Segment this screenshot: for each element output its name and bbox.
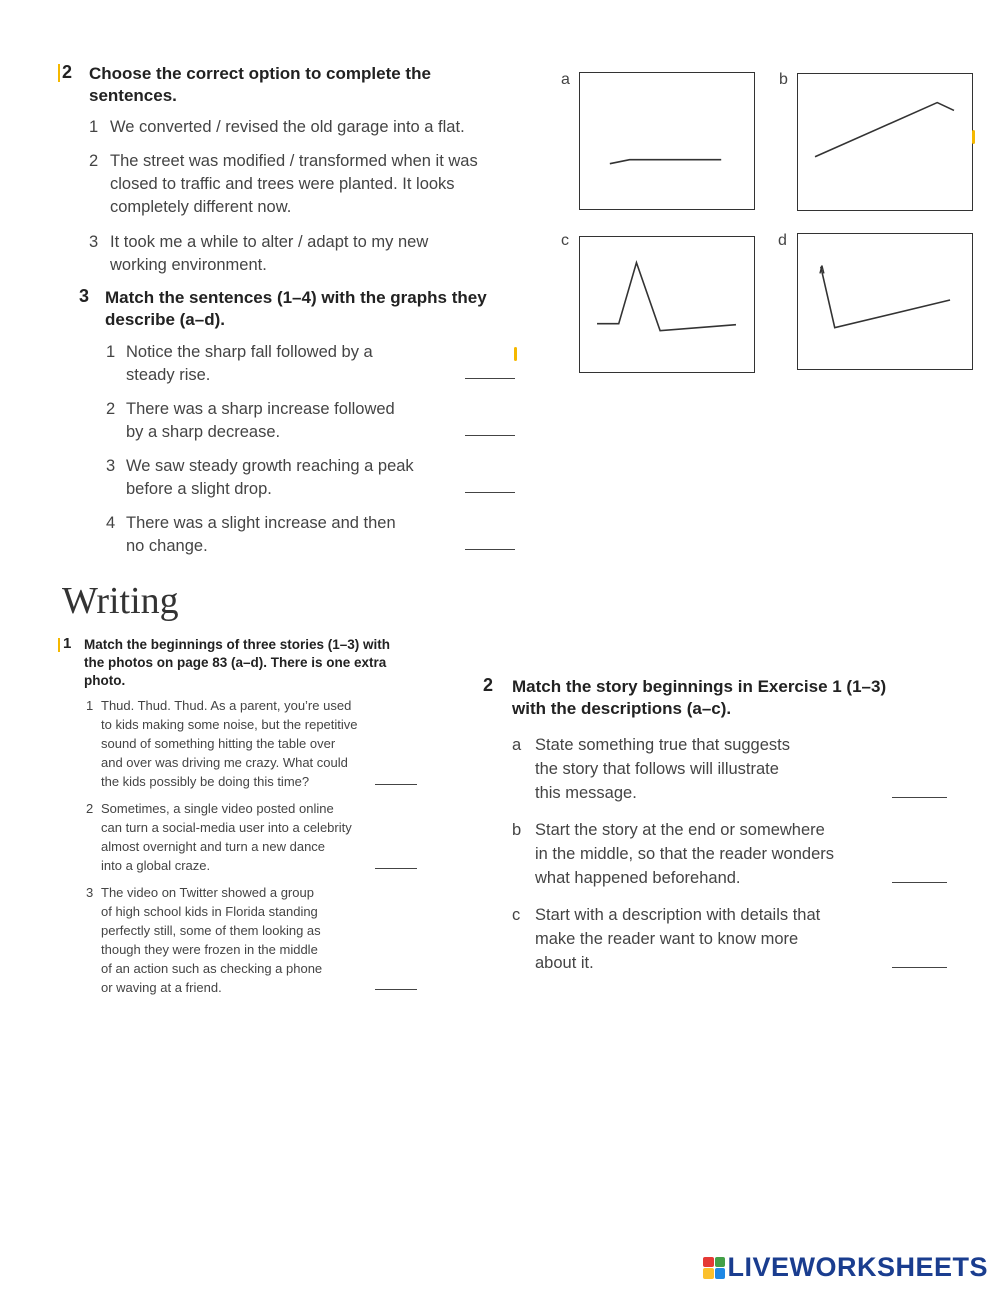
exercise-title (512, 676, 886, 720)
item-line: steady rise. (126, 366, 211, 384)
item-letter: c (512, 906, 521, 924)
item-line: what happened beforehand. (535, 869, 741, 887)
liveworksheets-logo (703, 1252, 988, 1283)
item-number: 3 (106, 457, 116, 475)
answer-blank[interactable] (465, 378, 515, 379)
margin-marker (58, 638, 60, 652)
item-line: about it. (535, 954, 594, 972)
answer-blank[interactable] (465, 549, 515, 550)
item-text (110, 150, 478, 219)
item-number: 1 (86, 698, 94, 713)
item-line: Notice the sharp fall followed by a (126, 343, 373, 361)
item-line: working environment. (110, 256, 267, 274)
exercise-title (84, 636, 390, 690)
item-text (110, 231, 428, 277)
item-line: We saw steady growth reaching a peak (126, 457, 414, 475)
logo-square (703, 1257, 714, 1268)
item-line: almost overnight and turn a new dance (101, 839, 326, 854)
margin-marker (58, 64, 60, 82)
item-line: no change. (126, 537, 208, 555)
item-line: and over was driving me crazy. What could (101, 755, 348, 770)
graph-c-line (580, 237, 754, 372)
item-line: There was a slight increase and then (126, 514, 396, 532)
item-line: perfectly still, some of them looking as (101, 923, 321, 938)
item-line: Sometimes, a single video posted online (101, 801, 334, 816)
item-text (126, 398, 395, 444)
item-number: 2 (89, 152, 99, 170)
item-line: Thud. Thud. Thud. As a parent, you’re used (101, 698, 352, 713)
item-line: though they were frozen in the middle (101, 942, 318, 957)
exercise-title (105, 287, 487, 331)
item-number: 1 (106, 343, 116, 361)
item-number: 3 (86, 885, 94, 900)
graph-d-line (798, 234, 972, 369)
item-line: by a sharp decrease. (126, 423, 281, 441)
item-letter: a (512, 736, 522, 754)
logo-square (703, 1268, 714, 1279)
item-line: before a slight drop. (126, 480, 272, 498)
exercise-number: 3 (79, 286, 90, 306)
exercise-title-line: describe (a–d). (105, 310, 225, 329)
exercise-title-line: Choose the correct option to complete the (89, 64, 431, 83)
answer-blank[interactable] (375, 784, 417, 785)
item-text (101, 696, 358, 791)
exercise-title-line: with the descriptions (a–c). (512, 699, 732, 718)
item-text (535, 903, 820, 975)
answer-blank[interactable] (375, 868, 417, 869)
item-line: completely different now. (110, 198, 292, 216)
answer-blank[interactable] (465, 492, 515, 493)
item-number: 4 (106, 514, 116, 532)
margin-marker (972, 130, 975, 144)
graph-label-b: b (779, 71, 788, 88)
item-line: sound of something hitting the table over (101, 736, 336, 751)
graph-a-line (580, 73, 754, 209)
graph-label-a: a (561, 71, 570, 88)
item-line: State something true that suggests (535, 736, 790, 754)
item-line: the kids possibly be doing this time? (101, 774, 310, 789)
item-line: into a global craze. (101, 858, 211, 873)
exercise-number: 2 (483, 675, 494, 695)
exercise-title-line: the photos on page 83 (a–d). There is one extra (84, 655, 387, 670)
graph-a (579, 72, 755, 210)
item-text (101, 883, 322, 997)
margin-marker (514, 347, 517, 361)
item-text (101, 799, 352, 875)
exercise-number: 1 (63, 635, 72, 652)
exercise-title (89, 63, 431, 107)
list-item (89, 150, 98, 173)
item-line: Start with a description with details that (535, 906, 821, 924)
item-line: make the reader want to know more (535, 930, 799, 948)
exercise-title-line: photo. (84, 673, 126, 688)
logo-square (715, 1257, 726, 1268)
item-line: There was a sharp increase followed (126, 400, 395, 418)
item-line: The street was modified / transformed when it was (110, 152, 478, 170)
item-text (126, 455, 414, 501)
item-line: We converted / revised the old garage into a flat. (110, 118, 465, 136)
answer-blank[interactable] (892, 797, 947, 798)
exercise-title-line: sentences. (89, 86, 177, 105)
item-line: this message. (535, 784, 637, 802)
item-line: the story that follows will illustrate (535, 760, 779, 778)
answer-blank[interactable] (465, 435, 515, 436)
item-line: It took me a while to alter / adapt to my new (110, 233, 429, 251)
exercise-number: 2 (62, 62, 73, 82)
graph-c (579, 236, 755, 373)
item-text (535, 733, 790, 805)
graph-label-c: c (561, 232, 569, 249)
item-number: 2 (86, 801, 94, 816)
exercise-title-line: Match the story beginnings in Exercise 1 (1–3) (512, 677, 887, 696)
logo-text: LIVEWORKSHEETS (727, 1252, 988, 1282)
graph-label-d: d (778, 232, 787, 249)
item-number: 2 (106, 400, 116, 418)
graph-d (797, 233, 973, 370)
list-item (89, 116, 98, 139)
item-number: 3 (89, 233, 99, 251)
answer-blank[interactable] (375, 989, 417, 990)
item-line: of an action such as checking a phone (101, 961, 323, 976)
section-heading: Writing (62, 580, 179, 622)
item-text (110, 116, 465, 139)
item-text (535, 818, 834, 890)
item-letter: b (512, 821, 522, 839)
logo-icon (703, 1257, 725, 1279)
item-line: Start the story at the end or somewhere (535, 821, 825, 839)
logo-square (715, 1268, 726, 1279)
item-text (126, 341, 373, 387)
graph-b-line (798, 74, 972, 210)
exercise-title-line: Match the beginnings of three stories (1–3) with (84, 637, 391, 652)
answer-blank[interactable] (892, 882, 947, 883)
exercise-title-line: Match the sentences (1–4) with the graphs they (105, 288, 487, 307)
item-line: of high school kids in Florida standing (101, 904, 318, 919)
graph-b (797, 73, 973, 211)
answer-blank[interactable] (892, 967, 947, 968)
item-number: 1 (89, 118, 99, 136)
item-line: in the middle, so that the reader wonders (535, 845, 835, 863)
list-item (89, 231, 98, 254)
item-line: or waving at a friend. (101, 980, 222, 995)
item-line: The video on Twitter showed a group (101, 885, 314, 900)
item-line: can turn a social-media user into a celebrity (101, 820, 352, 835)
item-line: closed to traffic and trees were planted. It looks (110, 175, 455, 193)
item-text (126, 512, 396, 558)
item-line: to kids making some noise, but the repetitive (101, 717, 358, 732)
